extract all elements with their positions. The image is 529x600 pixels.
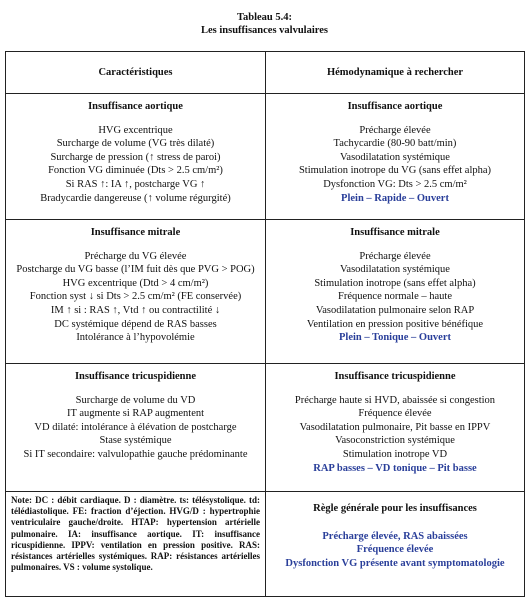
aortic-characteristics-title: Insuffisance aortique (88, 101, 183, 112)
tricuspid-hemodynamics-cell (266, 364, 525, 492)
mitral-hemodynamics-title: Insuffisance mitrale (350, 227, 440, 238)
header-characteristics: Caractéristiques (6, 52, 266, 94)
list-item: IT augmente si RAP augmentent (66, 408, 205, 420)
aortic-hemodynamics-cell (266, 94, 525, 220)
mitral-characteristics-cell (6, 220, 266, 364)
list-item: Vasodilatation systémique (340, 264, 450, 276)
header-hemodynamics: Hémodynamique à rechercher (266, 52, 525, 94)
valvular-insufficiency-table (5, 51, 525, 597)
tricuspid-characteristics-title: Insuffisance tricuspidienne (74, 371, 197, 382)
list-item: Fonction syst ↓ si Dts > 2.5 cm/m² (FE conservée) (29, 291, 242, 303)
list-item: Vasodilatation systémique (340, 151, 450, 163)
list-item: Précharge élevée (359, 124, 431, 136)
aortic-summary: Plein – Rapide – Ouvert (341, 192, 449, 204)
list-item: Postcharge du VG basse (l’IM fuit dès que PVG > POG) (16, 264, 255, 276)
mitral-hemodynamics-cell (266, 220, 525, 364)
list-item: Intolérance à l’hypovolémie (76, 332, 195, 344)
table-caption-title: Les insuffisances valvulaires (201, 25, 328, 36)
list-item: HVG excentrique (Dtd > 4 cm/m²) (62, 277, 209, 289)
list-item: Précharge haute si HVD, abaissée si congestion (294, 394, 496, 406)
aortic-characteristics-cell (6, 94, 266, 220)
tricuspid-characteristics-cell (6, 364, 266, 492)
list-item: Fréquence élevée (356, 544, 434, 556)
mitral-summary: Plein – Tonique – Ouvert (338, 332, 452, 344)
row-aortic (6, 94, 525, 220)
tricuspid-hemodynamics-title: Insuffisance tricuspidienne (334, 371, 456, 382)
list-item: Vasoconstriction systémique (335, 435, 455, 447)
list-item: Fréquence normale – haute (338, 291, 452, 303)
list-item: Bradycardie dangereuse (↑ volume régurgité) (40, 192, 231, 204)
general-rule-cell (266, 492, 525, 597)
list-item: Surcharge de volume du VD (75, 394, 196, 406)
list-item: Vasodilatation pulmonaire selon RAP (315, 304, 475, 316)
list-item: Ventilation en pression positive bénéfique (306, 318, 484, 330)
list-item: Tachycardie (80-90 batt/min) (333, 138, 457, 150)
header-row (6, 52, 525, 94)
list-item: Fonction VG diminuée (Dts > 2.5 cm/m²) (48, 165, 223, 177)
list-item: DC systémique dépend de RAS basses (54, 318, 217, 330)
table-caption-number: Tableau 5.4: (236, 12, 293, 23)
list-item: HVG excentrique (98, 124, 173, 136)
general-rule-title: Règle générale pour les insuffisances (313, 503, 477, 514)
list-item: Surcharge de pression (↑ stress de paroi) (50, 151, 221, 163)
aortic-hemodynamics-title: Insuffisance aortique (347, 101, 443, 112)
tricuspid-summary: RAP basses – VD tonique – Pit basse (313, 462, 477, 474)
list-item: IM ↑ si : RAS ↑, Vtd ↑ ou contractilité ↓ (50, 304, 221, 316)
list-item: Surcharge de volume (VG très dilaté) (56, 138, 215, 150)
list-item: Précharge élevée (359, 250, 431, 262)
mitral-characteristics-title: Insuffisance mitrale (90, 227, 181, 238)
list-item: Si IT secondaire: valvulopathie gauche prédominante (23, 448, 248, 460)
list-item: Fréquence élevée (358, 408, 432, 420)
list-item: Si RAS ↑: IA ↑, postcharge VG ↑ (65, 178, 206, 190)
list-item: VD dilaté: intolérance à élévation de postcharge (34, 421, 237, 433)
list-item: Précharge du VG élevée (84, 250, 187, 262)
list-item: Stimulation inotrope du VG (sans effet alpha) (298, 165, 492, 177)
list-item: Stase systémique (99, 435, 172, 447)
row-mitral (6, 220, 525, 364)
list-item: Précharge élevée, RAS abaissées (322, 530, 468, 542)
abbreviations-note: Note: DC : débit cardiaque. D : diamètre. ts: télésystolique. td: télédiastolique. FE: fraction d’éjection. HVG/D : hypertrophie ventriculaire gauche/droite. HTAP: hypertension artérielle pulmonaire. IA: insuffisance aortique. IT: insuffisance ricuspidienne. IPPV: ventilation en pression positive. RAS: résistances artérielles systémiques. RAP: résistances artérielles pulmonaires. VS : volume systolique. (6, 492, 266, 597)
list-item: Stimulation inotrope VD (342, 448, 448, 460)
list-item: Dysfonction VG présente avant symptomatologie (285, 557, 505, 569)
list-item: Stimulation inotrope (sans effet alpha) (314, 277, 476, 289)
list-item: Dysfonction VG: Dts > 2.5 cm/m² (323, 178, 467, 190)
row-notes (6, 492, 525, 597)
row-tricuspid (6, 364, 525, 492)
list-item: Vasodilatation pulmonaire, Pit basse en IPPV (299, 421, 491, 433)
